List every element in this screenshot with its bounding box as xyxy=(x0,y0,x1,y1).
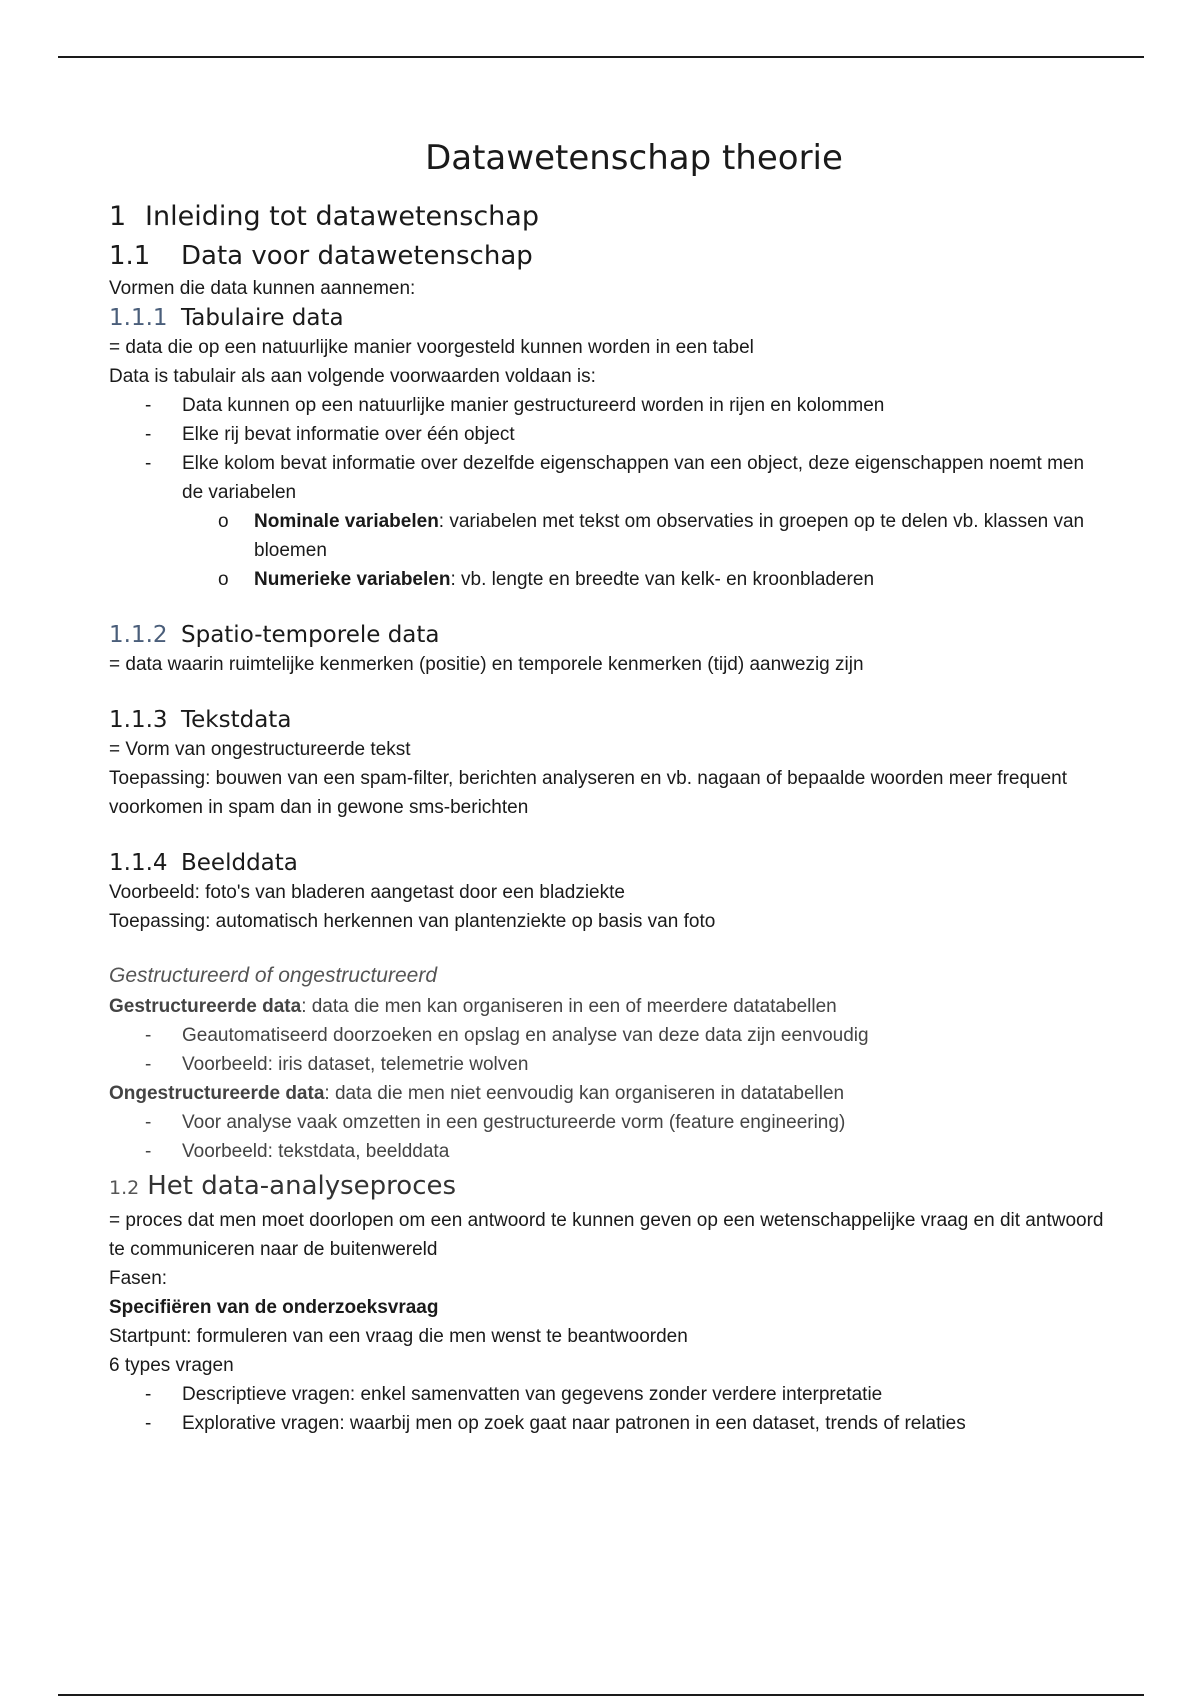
section-number: 1.1.3 xyxy=(109,707,168,733)
section-title: Tabulaire data xyxy=(181,305,344,331)
document-title: Datawetenschap theorie xyxy=(425,138,843,178)
definition: = Vorm van ongestructureerde tekst xyxy=(109,739,411,760)
list-item xyxy=(109,507,1109,565)
heading-1-1-2 xyxy=(109,620,1109,650)
definition: = data waarin ruimtelijke kenmerken (positie) en temporele kenmerken (tijd) aanwezig zijn xyxy=(109,654,864,675)
heading-1-1 xyxy=(109,240,1109,272)
list-item: - Data kunnen op een natuurlijke manier gestructureerd worden in rijen en kolommen xyxy=(109,391,1109,420)
section-number: 1.1.4 xyxy=(109,850,168,876)
list-item: - Voorbeeld: iris dataset, telemetrie wolven xyxy=(109,1050,1109,1079)
section-title: Inleiding tot datawetenschap xyxy=(145,201,539,232)
paragraph: Toepassing: bouwen van een spam-filter, berichten analyseren en vb. nagaan of bepaalde woorden meer frequent voorkomen in spam dan in gewone sms-berichten xyxy=(109,768,1068,818)
footer-rule xyxy=(58,1694,1144,1696)
heading-1-2 xyxy=(109,1170,1109,1204)
heading-1-1-3 xyxy=(109,705,1109,735)
header-rule xyxy=(58,56,1144,58)
subheading: Gestructureerd of ongestructureerd xyxy=(109,964,438,987)
paragraph: Voorbeeld: foto's van bladeren aangetast door een bladziekte xyxy=(109,882,625,903)
term: Numerieke variabelen xyxy=(254,569,451,590)
term: Gestructureerde data xyxy=(109,996,302,1017)
section-title: Data voor datawetenschap xyxy=(181,241,533,271)
term-description: : data die men kan organiseren in een of meerdere datatabellen xyxy=(301,996,837,1017)
phase-title: Specifiëren van de onderzoeksvraag xyxy=(109,1297,439,1318)
paragraph: Fasen: xyxy=(109,1268,168,1289)
paragraph xyxy=(109,1079,1109,1108)
heading-1-1-1 xyxy=(109,303,1109,333)
section-number: 1.1.2 xyxy=(109,622,168,648)
list-item: - Voorbeeld: tekstdata, beelddata xyxy=(109,1137,1109,1166)
paragraph: Toepassing: automatisch herkennen van plantenziekte op basis van foto xyxy=(109,911,716,932)
term-description: : data die men niet eenvoudig kan organiseren in datatabellen xyxy=(324,1083,845,1104)
section-number: 1.1.1 xyxy=(109,305,168,331)
list-item: - Voor analyse vaak omzetten in een gestructureerde vorm (feature engineering) xyxy=(109,1108,1109,1137)
bullet-list xyxy=(109,391,1109,507)
list-item: - Elke rij bevat informatie over één object xyxy=(109,420,1109,449)
list-item xyxy=(109,565,1109,594)
term-description: : variabelen met tekst om observaties in groepen op te delen vb. klassen van bloemen xyxy=(254,511,1085,561)
definition: = data die op een natuurlijke manier voorgesteld kunnen worden in een tabel xyxy=(109,337,754,358)
paragraph: Data is tabulair als aan volgende voorwaarden voldaan is: xyxy=(109,366,596,387)
heading-1 xyxy=(109,200,1109,234)
bullet-list xyxy=(109,1380,1109,1438)
section-number: 1.1 xyxy=(109,241,151,271)
list-item: - Elke kolom bevat informatie over dezelfde eigenschappen van een object, deze eigenschappen noemt men de variabelen xyxy=(109,449,1109,507)
list-item: - Geautomatiseerd doorzoeken en opslag en analyse van deze data zijn eenvoudig xyxy=(109,1021,1109,1050)
section-title: Beelddata xyxy=(181,850,298,876)
paragraph xyxy=(109,992,1109,1021)
paragraph xyxy=(109,1293,1109,1322)
section-title: Het data-analyseproces xyxy=(147,1171,457,1201)
term-description: : vb. lengte en breedte van kelk- en kroonbladeren xyxy=(450,569,875,590)
definition: = proces dat men moet doorlopen om een antwoord te kunnen geven op een wetenschappelijke vraag en dit antwoord te communiceren naar de buitenwereld xyxy=(109,1210,1104,1260)
section-number: 1.2 xyxy=(109,1177,140,1199)
section-number: 1 xyxy=(109,201,127,232)
bullet-list xyxy=(109,1108,1109,1166)
list-item: - Explorative vragen: waarbij men op zoek gaat naar patronen in een dataset, trends of relaties xyxy=(109,1409,1109,1438)
paragraph: Vormen die data kunnen aannemen: xyxy=(109,278,416,299)
section-title: Tekstdata xyxy=(181,707,292,733)
term: Ongestructureerde data xyxy=(109,1083,325,1104)
bullet-list xyxy=(109,1021,1109,1079)
paragraph: 6 types vragen xyxy=(109,1355,234,1376)
paragraph: Startpunt: formuleren van een vraag die men wenst te beantwoorden xyxy=(109,1326,688,1347)
document-page xyxy=(109,138,1109,1438)
list-item: - Descriptieve vragen: enkel samenvatten van gegevens zonder verdere interpretatie xyxy=(109,1380,1109,1409)
heading-1-1-4 xyxy=(109,848,1109,878)
sub-bullet-list xyxy=(109,507,1109,594)
section-title: Spatio-temporele data xyxy=(181,622,440,648)
term: Nominale variabelen xyxy=(254,511,439,532)
